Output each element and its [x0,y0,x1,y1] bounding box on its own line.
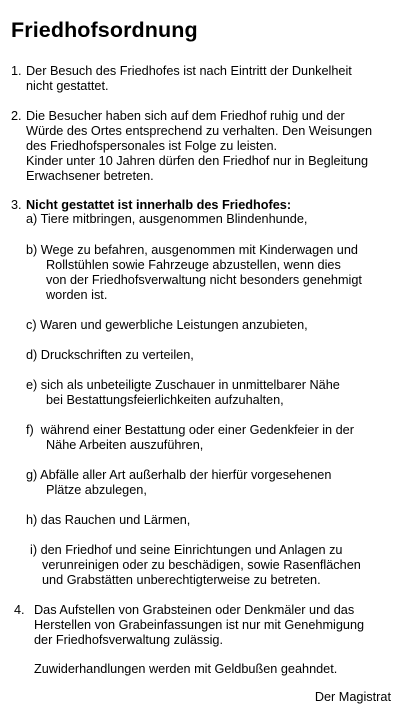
item-2-line-3: des Friedhofspersonales ist Folge zu leisten. [26,139,278,153]
item-3h: h) das Rauchen und Lärmen, [26,513,191,527]
signature: Der Magistrat [314,690,391,704]
item-3g-line-1: g) Abfälle aller Art außerhalb der hierfür vorgesehenen [26,468,332,482]
item-2-line-4: Kinder unter 10 Jahren dürfen den Friedhof nur in Begleitung [26,154,369,168]
item-4-line-3: der Friedhofsverwaltung zulässig. [34,633,223,647]
closing-note: Zuwiderhandlungen werden mit Geldbußen geahndet. [34,662,338,676]
item-3c: c) Waren und gewerbliche Leistungen anzubieten, [26,318,308,332]
item-4-line-2: Herstellen von Grabeinfassungen ist nur mit Genehmigung [34,618,365,632]
item-4-number: 4. [14,603,25,617]
item-3b-line-1: b) Wege zu befahren, ausgenommen mit Kinderwagen und [26,243,358,257]
item-1-line-1: Der Besuch des Friedhofes ist nach Eintritt der Dunkelheit [26,64,352,78]
item-3i-line-1: i) den Friedhof und seine Einrichtungen und Anlagen zu [30,543,343,557]
item-3e-line-2: bei Bestattungsfeierlichkeiten aufzuhalten, [46,393,284,407]
item-2-line-1: Die Besucher haben sich auf dem Friedhof ruhig und der [26,109,345,123]
page-title: Friedhofsordnung [11,18,198,42]
item-3f-line-1: f) während einer Bestattung oder einer Gedenkfeier in der [26,423,354,437]
item-1-number: 1. [11,64,22,78]
item-3d: d) Druckschriften zu verteilen, [26,348,194,362]
item-3b-line-2: Rollstühlen sowie Fahrzeuge abzustellen, wenn dies [46,258,341,272]
item-4-line-1: Das Aufstellen von Grabsteinen oder Denkmäler und das [34,603,355,617]
item-3f-line-2: Nähe Arbeiten auszuführen, [46,438,204,452]
item-3i-line-3: und Grabstätten unberechtigterweise zu betreten. [42,573,321,587]
item-3g-line-2: Plätze abzulegen, [46,483,147,497]
item-3-heading: Nicht gestattet ist innerhalb des Friedhofes: [26,198,292,212]
item-3-number: 3. [11,198,22,212]
item-3b-line-3: von der Friedhofsverwaltung nicht besonders genehmigt [46,273,362,287]
item-3a: a) Tiere mitbringen, ausgenommen Blindenhunde, [26,212,308,226]
item-2-number: 2. [11,109,22,123]
item-3e-line-1: e) sich als unbeteiligte Zuschauer in unmittelbarer Nähe [26,378,340,392]
item-1-line-2: nicht gestattet. [26,79,109,93]
item-3i-line-2: verunreinigen oder zu beschädigen, sowie Rasenflächen [42,558,361,572]
item-3b-line-4: worden ist. [46,288,108,302]
item-2-line-5: Erwachsener betreten. [26,169,154,183]
item-2-line-2: Würde des Ortes entsprechend zu verhalten. Den Weisungen [26,124,373,138]
